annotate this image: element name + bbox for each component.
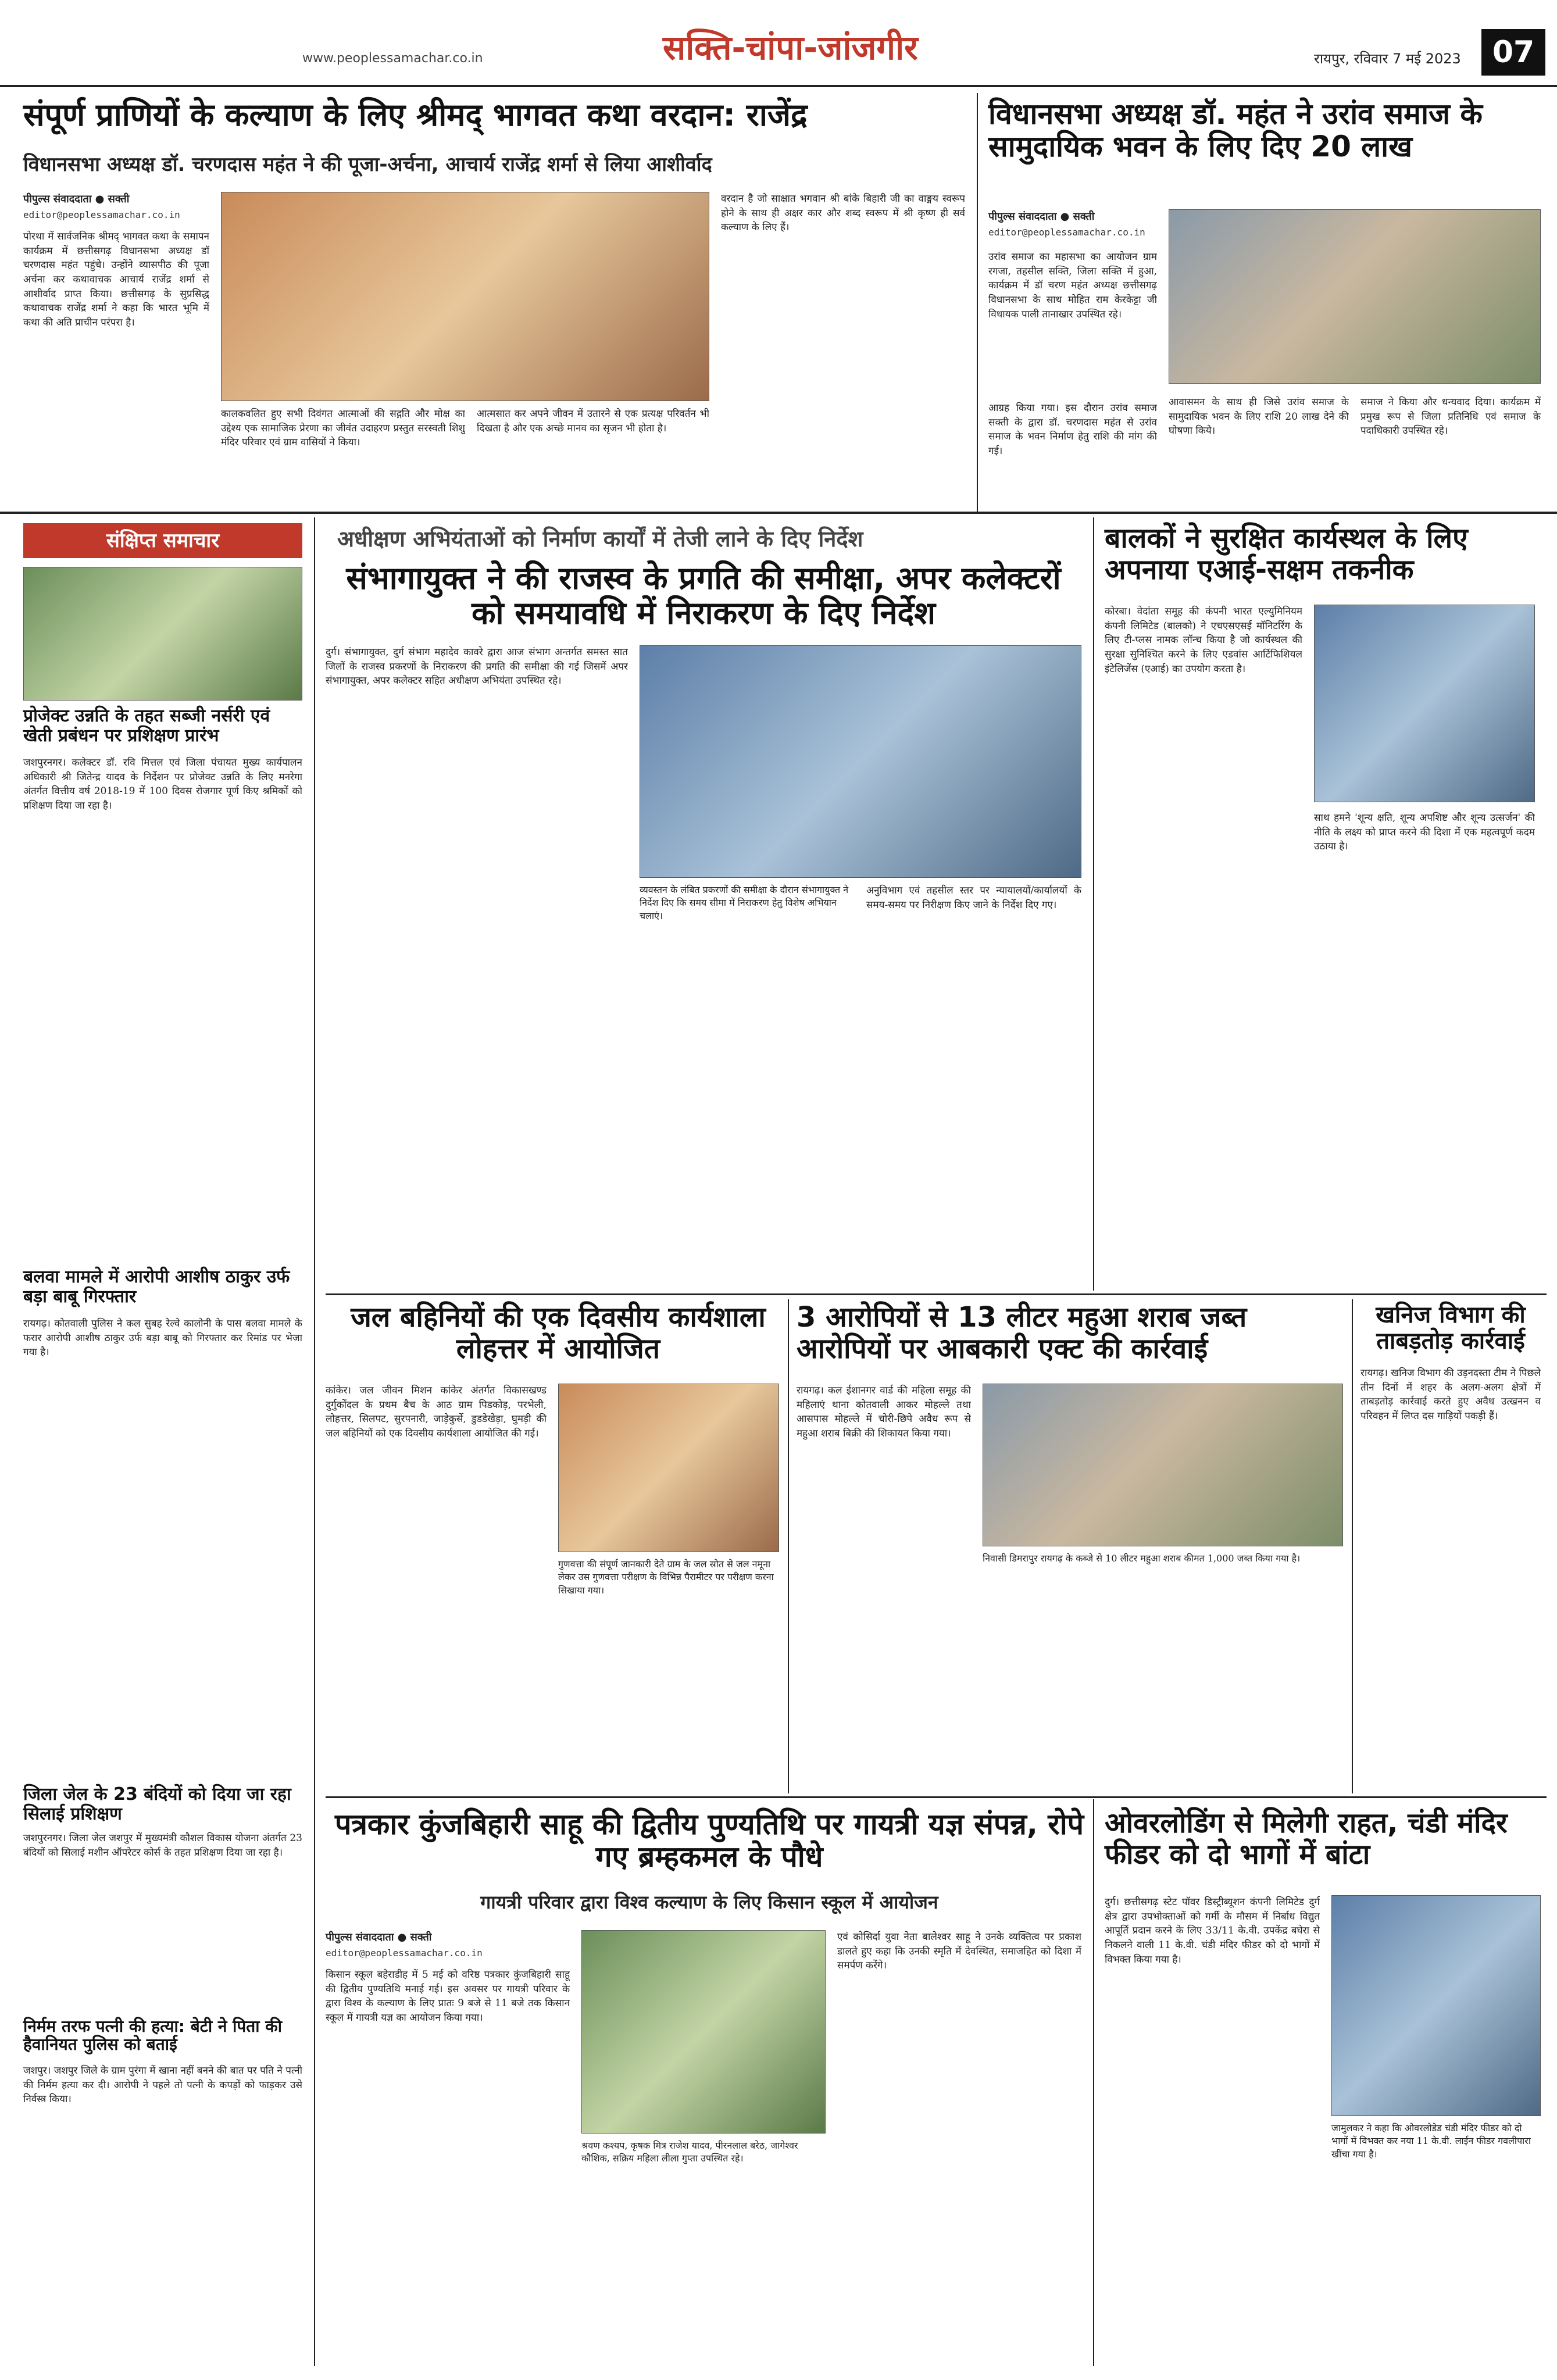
story8-subhead: गायत्री परिवार द्वारा विश्व कल्याण के लिए किसान स्कूल में आयोजन — [480, 1891, 938, 1913]
brief4-body: जशपुर। जशपुर जिले के ग्राम पुरंगा में खाना नहीं बनने की बात पर पति ने पत्नी की निर्मम हत्या कर दी। आरोपी ने पहले तो पत्नी के कपड़ों को फाड़कर उसे निर्वस्त्र किया। — [23, 2065, 302, 2106]
brief-section-title: संक्षिप्त समाचार — [23, 523, 302, 558]
story1-byline: पीपुल्स संवाददाता ● सक्ती — [23, 193, 130, 205]
story6-body: रायगढ़। कल ईशानगर वार्ड की महिला समूह की महिलाएं थाना कोतवाली आकर मोहल्ले तथा आसपास मोहल्ले में चोरी-छिपे अवैध रूप से महुआ शराब बिक्री की शिकायत किया गया। — [797, 1385, 971, 1439]
story8-body-col2: एवं कोसिर्दा युवा नेता बालेश्वर साहू ने उनके व्यक्तित्व पर प्रकाश डालते हुए कहा कि उनकी स्मृति में देवस्थित, समाजहित को दिशा में समर्पण करेंगे। — [837, 1931, 1081, 1972]
story2-body-col2: आग्रह किया गया। इस दौरान उरांव समाज सक्ती के द्वारा डॉ. चरणदास महंत से उरांव समाज के भवन निर्माण हेतु राशि की मांग की गई। — [988, 402, 1157, 457]
story1-body-col1: पोरथा में सार्वजनिक श्रीमद् भागवत कथा के समापन कार्यक्रम में छत्तीसगढ़ विधानसभा अध्यक्ष डॉ चरणदास महंत पहुंचे। उन्होंने व्यासपीठ की पूजा अर्चना कर कथावाचक आचार्य राजेंद्र शर्मा से आशीर्वाद प्राप्त किया। छत्तीसगढ़ के सुप्रसिद्ध कथावाचक राजेंद्र शर्मा ने कहा कि भारत भूमि में कथा की अति प्राचीन परंपरा है। — [23, 231, 209, 328]
story2-body-col3: आवासमन के साथ ही जिसे उरांव समाज के सामुदायिक भवन के लिए राशि 20 लाख देने की घोषणा किये। — [1169, 396, 1349, 437]
story5-photo — [558, 1384, 779, 1552]
brief2-headline: बलवा मामले में आरोपी आशीष ठाकुर उर्फ बड़ा बाबू गिरफ्तार — [23, 1267, 290, 1307]
story8-headline: पत्रकार कुंजबिहारी साहू की द्वितीय पुण्यतिथि पर गायत्री यज्ञ संपन्न, रोपे गए ब्रम्हकमल के पौधे — [334, 1807, 1084, 1874]
story3-body-col1: दुर्ग। संभागायुक्त, दुर्ग संभाग महादेव कावरे द्वारा आज संभाग अन्तर्गत समस्त सात जिलों के राजस्व प्रकरणों के निराकरण की प्रगति की समीक्षा की गई जिसमें अपर संभागायुक्त, अपर कलेक्टर सहित अधीक्षण अभियंता उपस्थित रहे। — [326, 646, 628, 687]
story5-headline: जल बहिनियों की एक दिवसीय कार्यशाला लोहत्तर में आयोजित — [351, 1301, 766, 1365]
story3-body-col2: अनुविभाग एवं तहसील स्तर पर न्यायालयों/कार्यालयों के समय-समय पर निरीक्षण किए जाने के निर्देश दिए गए। — [866, 885, 1081, 911]
story2-headline: विधानसभा अध्यक्ष डॉ. महंत ने उरांव समाज के सामुदायिक भवन के लिए दिए 20 लाख — [988, 97, 1483, 163]
column-divider — [1352, 1299, 1353, 1793]
story1-body-col2: कालकवलित हुए सभी दिवंगत आत्माओं की सद्गति और मोक्ष का उद्देश्य एक सामाजिक प्रेरणा का जीवंत उदाहरण प्रस्तुत सरस्वती शिशु मंदिर परिवार एवं ग्राम वासियों ने किया। — [221, 408, 465, 449]
column-divider — [788, 1299, 789, 1793]
story3-headline: संभागायुक्त ने की राजस्व के प्रगति की समीक्षा, अपर कलेक्टरों को समयावधि में निराकरण के दिए निर्देश — [346, 560, 1061, 632]
story8-body-col1: किसान स्कूल बहेराडीह में 5 मई को वरिष्ठ पत्रकार कुंजबिहारी साहू की द्वितीय पुण्यतिथि मनाई गई। इस अवसर पर गायत्री परिवार के द्वारा विश्व के कल्याण के लिए प्रातः 9 बजे से 11 बजे तक किसान स्कूल में गायत्री यज्ञ का आयोजन किया गया। — [326, 1969, 570, 2024]
brief-photo — [23, 567, 302, 701]
column-divider — [1093, 1799, 1094, 2366]
story2-body-col4: समाज ने किया और धन्यवाद दिया। कार्यक्रम में प्रमुख रूप से जिला प्रतिनिधि एवं समाज के पदाधिकारी उपस्थित रहे। — [1360, 396, 1541, 437]
brief3-body: जशपुरनगर। जिला जेल जशपुर में मुख्यमंत्री कौशल विकास योजना अंतर्गत 23 बंदियों को सिलाई मशीन ऑपरेटर कोर्स के तहत प्रशिक्षण दिया जा रहा है। — [23, 1832, 302, 1859]
story1-body-col3: आत्मसात कर अपने जीवन में उतारने से एक प्रत्यक्ष परिवर्तन भी दिखता है और एक अच्छे मानव का सृजन भी होता है। — [477, 408, 709, 434]
story1-body-col4: वरदान है जो साक्षात भगवान श्री बांके बिहारी जी का वाङ्मय स्वरूप होने के साथ ही अक्षर कार और शब्द स्वरूप में श्री कृष्ण ही सर्व कल्याण के लिए हैं। — [721, 193, 965, 234]
story1-subhead: विधानसभा अध्यक्ष डॉ. चरणदास महंत ने की पूजा-अर्चना, आचार्य राजेंद्र शर्मा से लिया आशीर्वाद — [23, 153, 712, 176]
story8-email: editor@peoplessamachar.co.in — [326, 1947, 483, 1959]
story1-email: editor@peoplessamachar.co.in — [23, 209, 180, 220]
story3-kicker: अधीक्षण अभियंताओं को निर्माण कार्यों में तेजी लाने के दिए निर्देश — [337, 526, 863, 552]
story6-photo — [983, 1384, 1343, 1546]
story1-headline: संपूर्ण प्राणियों के कल्याण के लिए श्रीमद् भागवत कथा वरदान: राजेंद्र — [23, 97, 808, 133]
column-divider — [1093, 517, 1094, 1291]
story9-body: दुर्ग। छत्तीसगढ़ स्टेट पॉवर डिस्ट्रीब्यूशन कंपनी लिमिटेड दुर्ग क्षेत्र द्वारा उपभोक्ताओं को गर्मी के मौसम में निर्बाध विद्युत आपूर्ति प्रदान करने के लिए 33/11 के.वी. उपकेंद्र बघेरा से निकलने वाली 11 के.वी. चंडी मंदिर फीडर को दो भागों में विभक्त किया गया है। — [1105, 1896, 1320, 1966]
edition-name: सक्ति-चांपा-जांजगीर — [663, 28, 918, 67]
story2-email: editor@peoplessamachar.co.in — [988, 227, 1145, 238]
story3-caption: व्यवस्तन के लंबित प्रकरणों की समीक्षा के दौरान संभागायुक्त ने निर्देश दिए कि समय सीमा में निराकरण हेतु विशेष अभियान चलाएं। — [640, 884, 849, 921]
section-divider — [326, 1293, 1547, 1295]
page-number: 07 — [1481, 29, 1545, 76]
dateline: रायपुर, रविवार 7 मई 2023 — [1314, 51, 1461, 67]
story5-body: कांकेर। जल जीवन मिशन कांकेर अंतर्गत विकासखण्ड दुर्गुकोंदल के प्रथम बैच के आठ ग्राम पिडकोड़, परभेली, लोहत्तर, सिलपट, सुरपनारी, जाड़ेकुर्से, डुडडेखेड़ा, घुमड़ी की जल बहिनियों को एक दिवसीय कार्यशाला आयोजित की गई। — [326, 1385, 547, 1439]
story4-body-col2: साथ हमने 'शून्य क्षति, शून्य अपशिष्ट और शून्य उत्सर्जन' की नीति के लक्ष्य को प्राप्त करने की दिशा में एक महत्वपूर्ण कदम उठाया है। — [1314, 812, 1535, 853]
brief1-headline: प्रोजेक्ट उन्नति के तहत सब्जी नर्सरी एवं खेती प्रबंधन पर प्रशिक्षण प्रारंभ — [23, 706, 270, 746]
section-divider — [326, 1796, 1547, 1798]
story4-headline: बालकों ने सुरक्षित कार्यस्थल के लिए अपनाया एआई-सक्षम तकनीक — [1105, 522, 1468, 586]
section-divider — [0, 512, 1557, 514]
column-divider — [314, 517, 315, 2366]
story4-photo — [1314, 605, 1535, 802]
story1-photo — [221, 192, 709, 401]
story8-byline: पीपुल्स संवाददाता ● सक्ती — [326, 1931, 432, 1943]
column-divider — [977, 93, 978, 512]
story5-caption: गुणवत्ता की संपूर्ण जानकारी देते ग्राम के जल स्रोत से जल नमूना लेकर उस गुणवत्ता परीक्षण के विभिन्न पैरामीटर पर परीक्षण करना सिखाया गया। — [558, 1559, 774, 1596]
brief1-body: जशपुरनगर। कलेक्टर डॉ. रवि मित्तल एवं जिला पंचायत मुख्य कार्यपालन अधिकारी श्री जितेन्द्र यादव के निर्देशन पर प्रोजेक्ट उन्नति के लिए मनरेगा अंतर्गत वित्तीय वर्ष 2018-19 में 100 दिवस रोजगार पूर्ण किए श्रमिकों को प्रशिक्षण दिया जा रहा है। — [23, 757, 302, 812]
story9-headline: ओवरलोडिंग से मिलेगी राहत, चंडी मंदिर फीडर को दो भागों में बांटा — [1105, 1807, 1508, 1871]
story6-headline: 3 आरोपियों से 13 लीटर महुआ शराब जब्त आरोपियों पर आबकारी एक्ट की कार्रवाई — [797, 1301, 1247, 1365]
story9-photo — [1331, 1895, 1541, 2116]
story7-body: रायगढ़। खनिज विभाग की उड़नदस्ता टीम ने पिछले तीन दिनों में शहर के अलग-अलग क्षेत्रों में ताबड़तोड़ कार्रवाई करते हुए अवैध उत्खनन व परिवहन में लिप्त दस गाड़ियों पकड़ी हैं। — [1360, 1367, 1541, 1422]
story2-body-col1: उरांव समाज का महासभा का आयोजन ग्राम रगजा, तहसील सक्ति, जिला सक्ति में हुआ, कार्यक्रम में डॉ चरण महंत अध्यक्ष छत्तीसगढ़ विधानसभा के साथ मोहित राम केरकेट्टा जी विधायक पाली तानाखार उपस्थित रहे। — [988, 251, 1157, 320]
story8-photo — [581, 1930, 826, 2134]
story7-headline: खनिज विभाग की ताबड़तोड़ कार्रवाई — [1376, 1302, 1526, 1355]
story9-caption: जामुलकर ने कहा कि ओवरलोडेड चंडी मंदिर फीडर को दो भागों में विभक्त कर नया 11 के.वी. लाईन फीडर गवलीपारा खींचा गया है। — [1331, 2122, 1531, 2160]
brief4-headline: निर्मम तरफ पत्नी की हत्या: बेटी ने पिता की हैवानियत पुलिस को बताई — [23, 2017, 283, 2054]
story6-caption: निवासी डिमरापुर रायगढ़ के कब्जे से 10 लीटर महुआ शराब कीमत 1,000 जब्त किया गया है। — [983, 1553, 1301, 1564]
story2-photo — [1169, 209, 1541, 384]
story3-photo — [640, 645, 1081, 878]
brief3-headline: जिला जेल के 23 बंदियों को दिया जा रहा सिलाई प्रशिक्षण — [23, 1784, 291, 1824]
site-url: www.peoplessamachar.co.in — [302, 51, 483, 66]
story8-caption: श्रवण कश्यप, कृषक मित्र राजेश यादव, पीरनलाल बरेठ, जागेश्वर कौशिक, सक्रिय महिला लीला गुप्ता उपस्थित रहे। — [581, 2140, 798, 2164]
story2-byline: पीपुल्स संवाददाता ● सक्ती — [988, 210, 1095, 223]
brief2-body: रायगढ़। कोतवाली पुलिस ने कल सुबह रेल्वे कालोनी के पास बलवा मामले के फरार आरोपी आशीष ठाकुर उर्फ बड़ा बाबू को गिरफ्तार कर रिमांड पर भेजा गया है। — [23, 1318, 302, 1359]
story4-body-col1: कोरबा। वेदांता समूह की कंपनी भारत एल्युमिनियम कंपनी लिमिटेड (बालको) ने एचएसएसई मॉनिटरिंग के लिए टी-प्लस नामक लॉन्च किया है जो कार्यस्थल की सुरक्षा सुनिश्चित करने के लिए एडवांस आर्टिफिशियल इंटेलिजेंस (एआई) का उपयोग करता है। — [1105, 606, 1302, 675]
